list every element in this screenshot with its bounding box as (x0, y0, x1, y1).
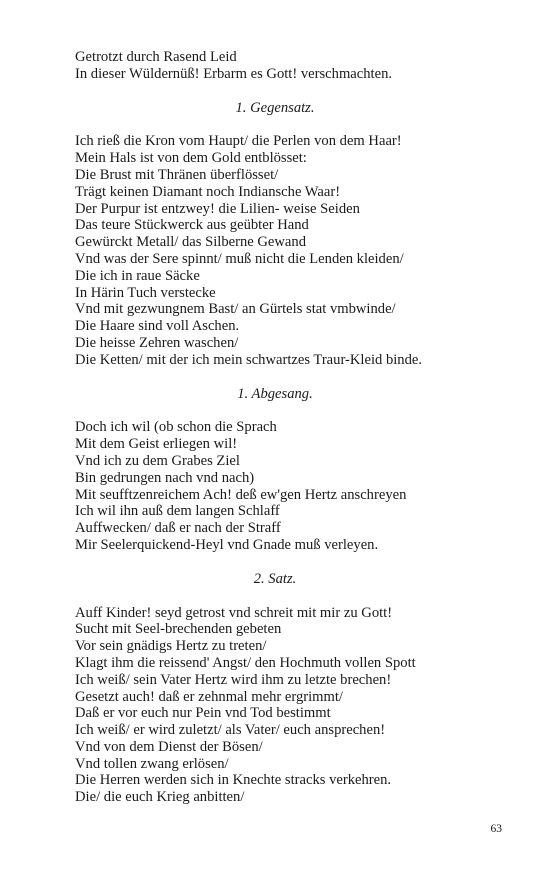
poem-line: Ich wil ihn auß dem langen Schlaff (75, 503, 280, 520)
poem-line: In dieser Wüldernüß! Erbarm es Gott! verschmachten. (75, 65, 393, 82)
poem-line: Trägt keinen Diamant noch Indiansche Waar! (75, 183, 341, 200)
poem-line: Vnd was der Sere spinnt/ muß nicht die Lenden kleiden/ (75, 250, 404, 267)
section-heading: 1. Gegensatz. (235, 99, 315, 116)
poem-line: Doch ich wil (ob schon die Sprach (75, 419, 277, 436)
poem-line: Auffwecken/ daß er nach der Straff (75, 520, 281, 537)
poem-line: Auff Kinder! seyd getrost vnd schreit mit mir zu Gott! (75, 604, 393, 621)
poem-line: Ich rieß die Kron vom Haupt/ die Perlen von dem Haar! (75, 133, 402, 150)
poem-line: Mit seufftzenreichem Ach! deß ew'gen Hertz anschreyen (75, 486, 407, 503)
section-heading: 1. Abgesang. (237, 385, 313, 402)
poem-line: Bin gedrungen nach vnd nach) (75, 469, 255, 486)
poem-line: In Härin Tuch verstecke (75, 284, 216, 301)
poem-line: Das teure Stückwerck aus geübter Hand (75, 217, 309, 234)
poem-line: Die/ die euch Krieg anbitten/ (75, 789, 245, 806)
section-heading: 2. Satz. (253, 570, 297, 587)
poem-line: Der Purpur ist entzwey! die Lilien- weise Seiden (75, 200, 360, 217)
section-opening (75, 49, 475, 83)
poem-line: Mit dem Geist erliegen wil! (75, 436, 238, 453)
poem-line: Ich weiß/ sein Vater Hertz wird ihm zu letzte brechen! (75, 671, 392, 688)
section-abgesang (75, 386, 475, 554)
poem-line: Vor sein gnädigs Hertz zu treten/ (75, 638, 267, 655)
poem-line: Vnd mit gezwungnem Bast/ an Gürtels stat vmbwinde/ (75, 301, 396, 318)
section-satz (75, 571, 475, 806)
poem-line: Gesetzt auch! daß er zehnmal mehr ergrimmt/ (75, 688, 343, 705)
poem-line: Die ich in raue Säcke (75, 267, 200, 284)
poem-line: Daß er vor euch nur Pein vnd Tod bestimmt (75, 705, 331, 722)
poem-text-block (75, 49, 475, 806)
poem-line: Ich weiß/ er wird zuletzt/ als Vater/ euch ansprechen! (75, 722, 386, 739)
poem-line: Gewürckt Metall/ das Silberne Gewand (75, 234, 306, 251)
poem-line: Die Herren werden sich in Knechte stracks verkehren. (75, 772, 392, 789)
poem-line: Vnd ich zu dem Grabes Ziel (75, 452, 240, 469)
poem-line: Die Ketten/ mit der ich mein schwartzes Traur-Kleid binde. (75, 351, 423, 368)
page-number: 63 (490, 823, 502, 835)
section-gegensatz (75, 100, 475, 369)
poem-line: Sucht mit Seel-brechenden gebeten (75, 621, 282, 638)
poem-line: Die Haare sind voll Aschen. (75, 318, 240, 335)
poem-line: Die Brust mit Thränen überflösset/ (75, 166, 279, 183)
poem-line: Vnd tollen zwang erlösen/ (75, 755, 229, 772)
poem-line: Mir Seelerquickend-Heyl vnd Gnade muß verleyen. (75, 536, 379, 553)
poem-line: Mein Hals ist von dem Gold entblösset: (75, 150, 307, 167)
poem-line: Getrotzt durch Rasend Leid (75, 49, 237, 65)
poem-line: Klagt ihm die reissend' Angst/ den Hochmuth vollen Spott (75, 654, 416, 671)
poem-line: Vnd von dem Dienst der Bösen/ (75, 738, 263, 755)
poem-line: Die heisse Zehren waschen/ (75, 334, 239, 351)
